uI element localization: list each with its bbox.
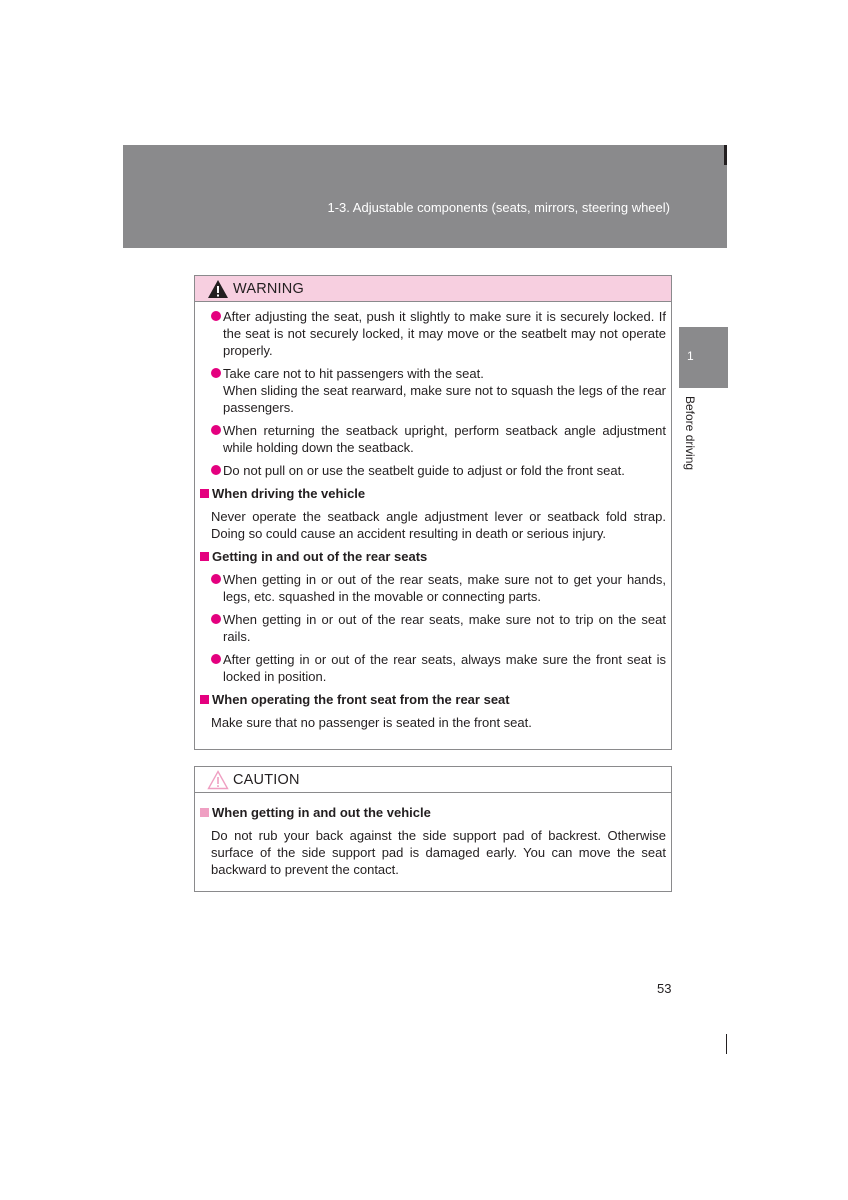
section-heading-text: When operating the front seat from the rear seat (212, 692, 510, 707)
section-heading-text: When getting in and out the vehicle (212, 805, 431, 820)
list-item-text: After adjusting the seat, push it slightly to make sure it is securely locked. If the seat is not securely locked, it may move or the seatbelt may not operate properly. (223, 309, 666, 358)
section-text: Never operate the seatback angle adjustment lever or seatback fold strap. Doing so could cause an accident resulting in death or serious injury. (211, 509, 666, 541)
square-bullet-icon (200, 552, 209, 561)
caution-box (194, 766, 672, 892)
list-item (199, 462, 666, 479)
list-item-text: After getting in or out of the rear seats, always make sure the front seat is locked in position. (223, 652, 666, 684)
margin-mark (726, 1034, 727, 1054)
list-item (199, 651, 666, 685)
chapter-header-band (123, 145, 727, 248)
bullet-dot (211, 654, 221, 664)
bullet-dot (211, 311, 221, 321)
section-text: Do not rub your back against the side support pad of backrest. Otherwise surface of the side support pad is damaged early. You can move the seat backward to prevent the contact. (211, 828, 666, 877)
list-item-text: Take care not to hit passengers with the seat. When sliding the seat rearward, make sure not to squash the legs of the rear passengers. (223, 366, 666, 415)
section-title: 1-3. Adjustable components (seats, mirrors, steering wheel) (327, 200, 670, 215)
warning-content (195, 302, 671, 731)
list-item-text: Do not pull on or use the seatbelt guide to adjust or fold the front seat. (223, 463, 625, 478)
warning-triangle-icon (207, 279, 229, 299)
list-item (199, 571, 666, 605)
header-tick-mark (724, 145, 727, 165)
caution-header (195, 767, 671, 793)
bullet-dot (211, 425, 221, 435)
chapter-number: 1 (687, 349, 694, 363)
section-heading-text: Getting in and out of the rear seats (212, 549, 428, 564)
caution-title: CAUTION (233, 771, 300, 788)
page-number: 53 (657, 981, 672, 996)
warning-box (194, 275, 672, 750)
section-text: Make sure that no passenger is seated in the front seat. (211, 715, 532, 730)
caution-content (195, 793, 671, 878)
square-bullet-icon (200, 489, 209, 498)
section-heading (199, 485, 666, 502)
list-item (199, 611, 666, 645)
list-item (199, 422, 666, 456)
square-bullet-icon (200, 695, 209, 704)
list-item-text: When returning the seatback upright, perform seatback angle adjustment while holding down the seatback. (223, 423, 666, 455)
list-item (199, 308, 666, 359)
section-heading-text: When driving the vehicle (212, 486, 366, 501)
square-bullet-icon (200, 808, 209, 817)
section-heading (199, 804, 666, 821)
warning-title: WARNING (233, 280, 304, 297)
list-item-text: When getting in or out of the rear seats, make sure not to trip on the seat rails. (223, 612, 666, 644)
list-item-text: When getting in or out of the rear seats, make sure not to get your hands, legs, etc. squashed in the movable or connecting parts. (223, 572, 666, 604)
bullet-dot (211, 614, 221, 624)
section-heading (199, 548, 666, 565)
warning-header (195, 276, 671, 302)
caution-triangle-icon (207, 770, 229, 790)
list-item (199, 365, 666, 416)
bullet-dot (211, 574, 221, 584)
bullet-dot (211, 368, 221, 378)
bullet-dot (211, 465, 221, 475)
section-heading (199, 691, 666, 708)
chapter-label: Before driving (683, 396, 697, 471)
chapter-tab (679, 327, 728, 388)
